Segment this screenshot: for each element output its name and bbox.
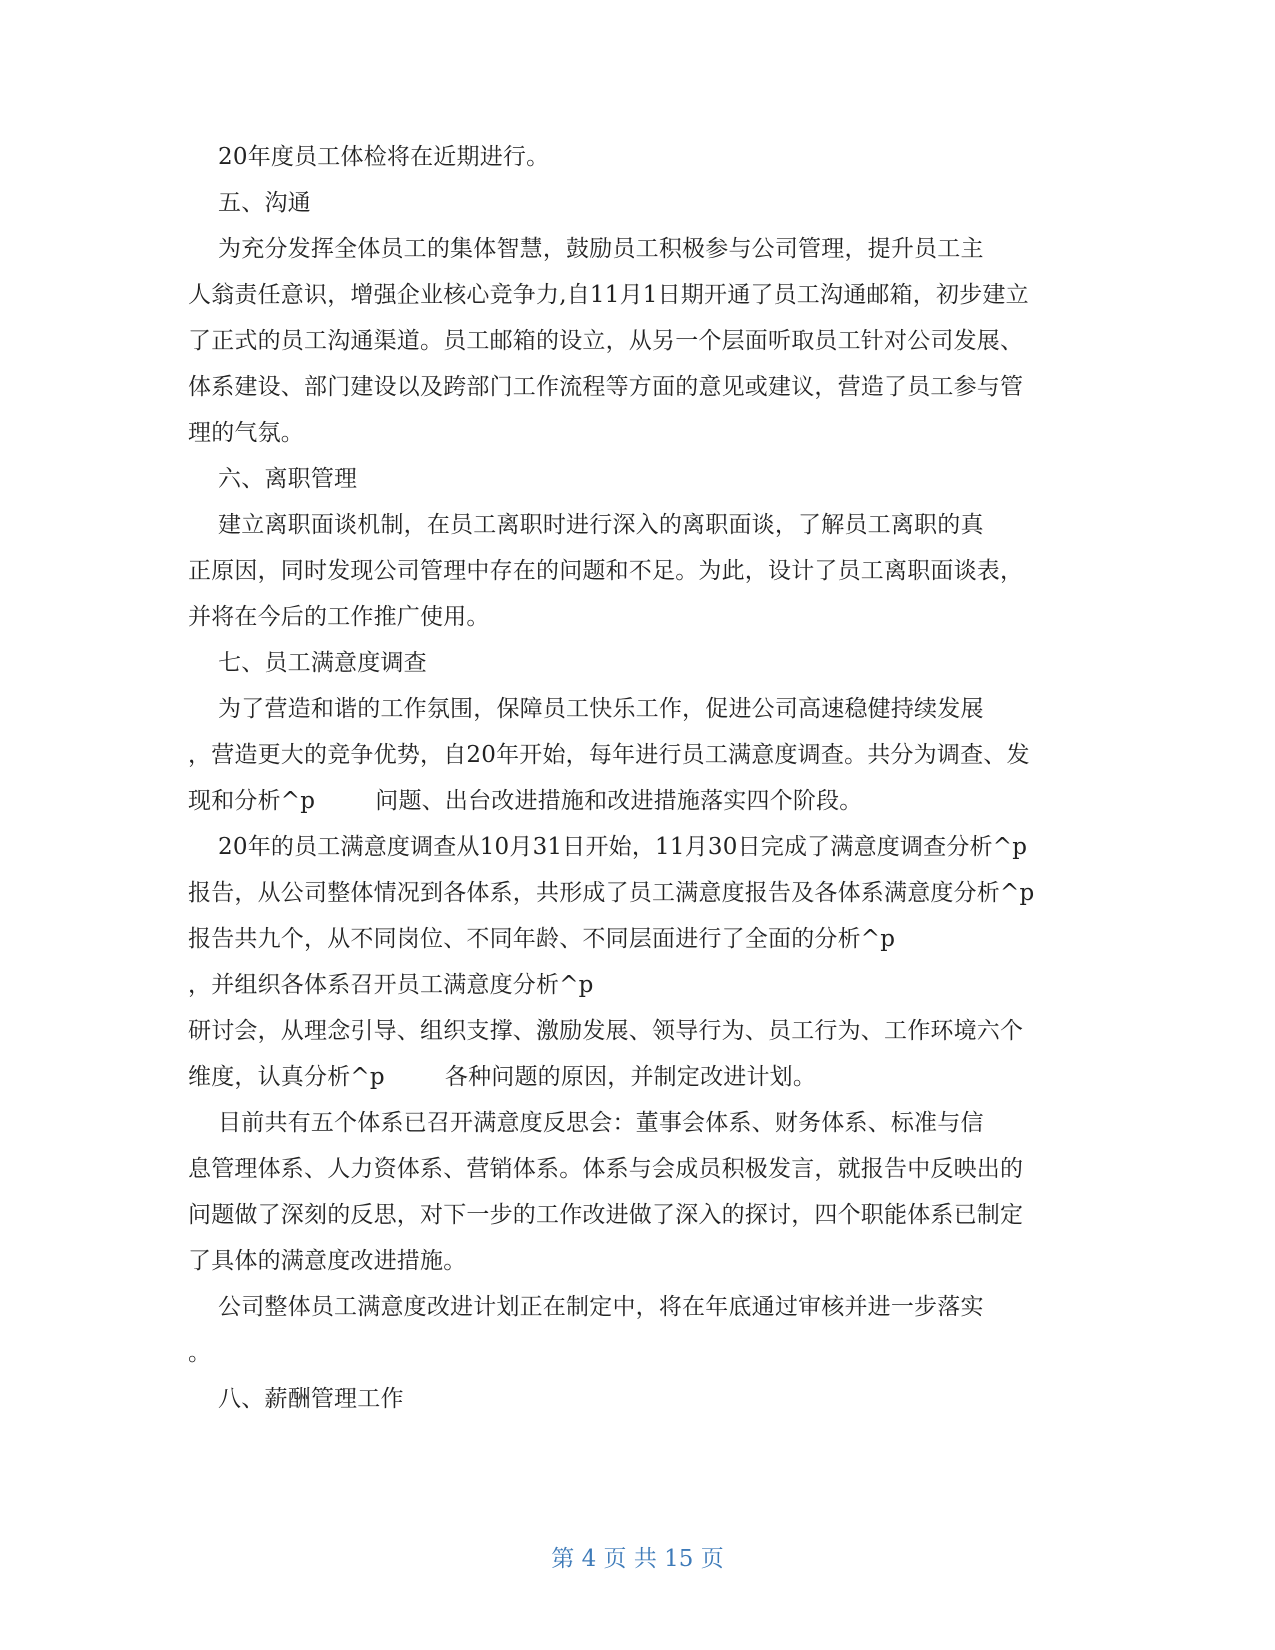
text-line: 息管理体系、人力资体系、营销体系。体系与会成员积极发言，就报告中反映出的 bbox=[188, 1156, 1024, 1182]
section-heading: 七、员工满意度调查 bbox=[188, 650, 427, 676]
text-line: 目前共有五个体系已召开满意度反思会：董事会体系、财务体系、标准与信 bbox=[188, 1110, 984, 1136]
text-line: 人翁责任意识，增强企业核心竞争力,自11月1日期开通了员工沟通邮箱，初步建立 bbox=[188, 282, 1029, 308]
text-line: 建立离职面谈机制，在员工离职时进行深入的离职面谈，了解员工离职的真 bbox=[188, 512, 984, 538]
text-line: 维度，认真分析^p 各种问题的原因，并制定改进计划。 bbox=[188, 1064, 817, 1090]
text-line: 体系建设、部门建设以及跨部门工作流程等方面的意见或建议，营造了员工参与管 bbox=[188, 374, 1024, 400]
text-line: 为充分发挥全体员工的集体智慧，鼓励员工积极参与公司管理，提升员工主 bbox=[188, 236, 984, 262]
section-heading: 六、离职管理 bbox=[188, 466, 358, 492]
text-line: 20年的员工满意度调查从10月31日开始，11月30日完成了满意度调查分析^p bbox=[188, 834, 1028, 860]
text-line: 报告共九个，从不同岗位、不同年龄、不同层面进行了全面的分析^p bbox=[188, 926, 896, 952]
section-heading: 八、薪酬管理工作 bbox=[188, 1386, 404, 1412]
text-line: 并将在今后的工作推广使用。 bbox=[188, 604, 490, 630]
text-line: 了正式的员工沟通渠道。员工邮箱的设立，从另一个层面听取员工针对公司发展、 bbox=[188, 328, 1024, 354]
text-line: 理的气氛。 bbox=[188, 420, 304, 446]
text-line: ，并组织各体系召开员工满意度分析^p bbox=[188, 972, 594, 998]
text-line: 公司整体员工满意度改进计划正在制定中，将在年底通过审核并进一步落实 bbox=[188, 1294, 984, 1320]
page-number-footer: 第 4 页 共 15 页 bbox=[551, 1546, 724, 1572]
text-line: 报告，从公司整体情况到各体系，共形成了员工满意度报告及各体系满意度分析^p bbox=[188, 880, 1035, 906]
text-line: 研讨会，从理念引导、组织支撑、激励发展、领导行为、员工行为、工作环境六个 bbox=[188, 1018, 1024, 1044]
text-line: 问题做了深刻的反思，对下一步的工作改进做了深入的探讨，四个职能体系已制定 bbox=[188, 1202, 1024, 1228]
section-heading: 五、沟通 bbox=[188, 190, 311, 216]
text-line: 正原因，同时发现公司管理中存在的问题和不足。为此，设计了员工离职面谈表， bbox=[188, 558, 1024, 584]
text-line: 。 bbox=[188, 1340, 212, 1366]
text-line: ，营造更大的竞争优势，自20年开始，每年进行员工满意度调查。共分为调查、发 bbox=[188, 742, 1030, 768]
text-line: 现和分析^p 问题、出台改进措施和改进措施落实四个阶段。 bbox=[188, 788, 863, 814]
text-line: 20年度员工体检将在近期进行。 bbox=[188, 144, 550, 170]
text-line: 为了营造和谐的工作氛围，保障员工快乐工作，促进公司高速稳健持续发展 bbox=[188, 696, 984, 722]
text-line: 了具体的满意度改进措施。 bbox=[188, 1248, 467, 1274]
